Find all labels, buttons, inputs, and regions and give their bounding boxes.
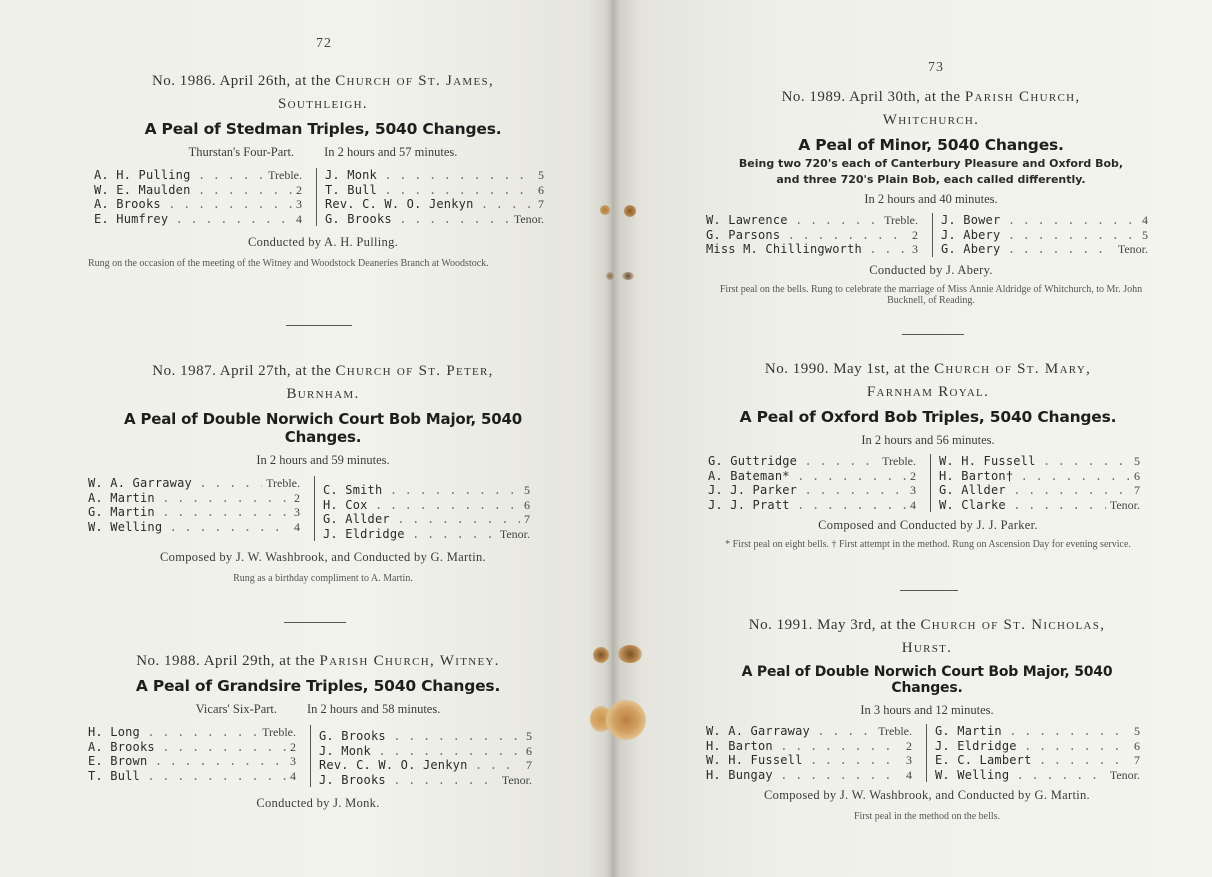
- ringer-name: H. Bungay . . .: [706, 768, 902, 783]
- ringer-row: [708, 498, 916, 513]
- duration: In 3 hours and 12 minutes.: [860, 703, 994, 717]
- right-page: [612, 0, 1212, 877]
- ringer-row: [323, 483, 530, 498]
- heading-place: Church of St. Nicholas,: [920, 617, 1106, 633]
- heading-prefix: No. 1989. April 30th, at the: [781, 89, 965, 105]
- ringer-row: [941, 228, 1148, 243]
- section-divider: [286, 325, 352, 326]
- ringer-name: W. Welling . . .: [935, 768, 1106, 783]
- peal-entry-1989: [706, 86, 1156, 306]
- peal-meta: [706, 192, 1156, 207]
- bell-position: 7: [1134, 483, 1140, 497]
- band-list: [88, 725, 548, 787]
- peal-title: A Peal of Minor, 5040 Changes.: [798, 136, 1064, 154]
- peal-meta: [88, 145, 558, 160]
- bell-position: 6: [524, 497, 530, 512]
- bell-position: 5: [1142, 227, 1148, 242]
- peal-title: A Peal of Stedman Triples, 5040 Changes.: [144, 120, 502, 138]
- ringer-row: [323, 512, 530, 527]
- ringer-row: [94, 183, 302, 198]
- bell-position: Treble.: [884, 213, 918, 227]
- ringer-name: Rev. C. W. O. Jenkyn . . .: [319, 758, 522, 773]
- bell-position: 6: [1134, 738, 1140, 753]
- ringer-row: [325, 212, 544, 227]
- stain-mark: [606, 700, 646, 740]
- duration: In 2 hours and 58 minutes.: [307, 702, 441, 716]
- ringer-name: J. Abery . . .: [941, 228, 1138, 243]
- ringer-name: H. Cox . . .: [323, 498, 520, 513]
- ringer-row: [708, 469, 916, 484]
- band-list: [708, 454, 1148, 512]
- ringer-name: A. Brooks . . .: [88, 740, 286, 755]
- band-column-left: [88, 725, 310, 787]
- stain-mark: [593, 647, 609, 663]
- conductor-line: Conducted by A. H. Pulling.: [247, 235, 399, 249]
- peal-entry-1987: [86, 360, 560, 584]
- bell-position: 7: [526, 758, 532, 772]
- duration: In 2 hours and 40 minutes.: [864, 192, 998, 206]
- ringer-row: [88, 725, 296, 740]
- bell-position: 2: [912, 227, 918, 242]
- bell-position: Treble.: [882, 454, 916, 468]
- ringer-row: [708, 454, 916, 469]
- ringer-name: Rev. C. W. O. Jenkyn . . .: [325, 197, 534, 212]
- peal-title: A Peal of Double Norwich Court Bob Major, 5040 Changes.: [124, 410, 522, 446]
- bell-position: Tenor.: [513, 211, 544, 226]
- bell-position: 3: [290, 754, 296, 768]
- ringer-row: [319, 773, 532, 788]
- heading-line2: Hurst.: [901, 640, 953, 656]
- bell-position: 3: [296, 197, 302, 211]
- peal-entry-1991: [706, 614, 1148, 822]
- ringer-row: [88, 476, 300, 491]
- heading-line2: Whitchurch.: [882, 112, 980, 128]
- heading-line2: Farnham Royal.: [866, 384, 990, 400]
- heading-place: Church of St. Mary,: [934, 361, 1092, 377]
- conductor-line: Composed by J. W. Washbrook, and Conducted by G. Martin.: [764, 788, 1090, 802]
- ringer-row: [94, 197, 302, 212]
- ringer-name: G. Guttridge . . .: [708, 454, 878, 469]
- bell-position: 7: [538, 197, 544, 211]
- ringer-name: G. Parsons . . .: [706, 228, 908, 243]
- bell-position: 6: [1134, 468, 1140, 483]
- ringer-name: J. Monk . . .: [325, 168, 534, 183]
- composition: Vicars' Six-Part.: [195, 702, 278, 716]
- ringer-row: [319, 744, 532, 759]
- ringer-name: H. Barton† . . .: [939, 469, 1130, 484]
- ringer-name: W. H. Fussell . . .: [939, 454, 1130, 469]
- page-number: 72: [316, 36, 332, 51]
- conductor-line: Composed by J. W. Washbrook, and Conducted by G. Martin.: [160, 550, 486, 564]
- bell-position: 2: [906, 738, 912, 753]
- ringer-row: [88, 520, 300, 535]
- bell-position: Tenor.: [1117, 242, 1148, 256]
- ringer-name: A. Brooks . . .: [94, 197, 292, 212]
- ringer-row: [706, 242, 918, 257]
- bell-position: 6: [538, 182, 544, 197]
- heading-place: Parish Church, Witney.: [319, 653, 500, 669]
- peal-entry-1986: [88, 70, 558, 269]
- ringer-name: W. Clarke . . .: [939, 498, 1106, 513]
- bell-position: Treble.: [878, 724, 912, 738]
- bell-position: 2: [290, 739, 296, 754]
- band-column-right: [930, 454, 1140, 512]
- ringer-name: G. Martin . . .: [935, 724, 1130, 739]
- band-column-left: [706, 724, 926, 782]
- bell-position: 2: [294, 490, 300, 505]
- ringer-name: W. A. Garraway . . .: [88, 476, 262, 491]
- entry-heading: [88, 70, 558, 116]
- bell-position: 4: [296, 211, 302, 226]
- band-list: [706, 724, 1148, 782]
- heading-prefix: No. 1991. May 3rd, at the: [748, 617, 921, 633]
- page-number: 73: [928, 60, 944, 75]
- bell-position: 4: [290, 768, 296, 783]
- section-divider: [900, 590, 958, 591]
- ringer-row: [939, 454, 1140, 469]
- entry-heading: [86, 360, 560, 406]
- bell-position: Tenor.: [501, 772, 532, 787]
- band-list: [706, 213, 1156, 257]
- ringer-name: G. Brooks . . .: [325, 212, 510, 227]
- peal-meta: [86, 453, 560, 468]
- ringer-name: A. Bateman* . . .: [708, 469, 906, 484]
- ringer-name: E. Brown . . .: [88, 754, 286, 769]
- ringer-row: [706, 724, 912, 739]
- bell-position: 3: [912, 242, 918, 256]
- ringer-name: A. H. Pulling . . .: [94, 168, 264, 183]
- duration: In 2 hours and 59 minutes.: [256, 453, 390, 467]
- ringer-name: J. J. Parker . . .: [708, 483, 906, 498]
- band-column-right: [314, 476, 530, 541]
- ringer-name: J. J. Pratt . . .: [708, 498, 906, 513]
- ringer-name: C. Smith . . .: [323, 483, 520, 498]
- ringer-row: [94, 212, 302, 227]
- peal-meta: [706, 703, 1148, 718]
- stain-mark: [622, 272, 634, 280]
- stain-mark: [618, 645, 642, 663]
- bell-position: Tenor.: [1109, 497, 1140, 512]
- band-column-left: [706, 213, 932, 257]
- entry-heading: [706, 86, 1156, 132]
- ringer-name: E. Humfrey . . .: [94, 212, 292, 227]
- bell-position: 5: [526, 729, 532, 743]
- book-gutter: [606, 0, 620, 877]
- ringer-name: J. Bower . . .: [941, 213, 1138, 228]
- band-column-right: [932, 213, 1148, 257]
- ringer-name: T. Bull . . .: [325, 183, 534, 198]
- ringer-row: [319, 758, 532, 773]
- peal-title: A Peal of Grandsire Triples, 5040 Changes.: [135, 677, 501, 695]
- heading-prefix: No. 1990. May 1st, at the: [764, 361, 935, 377]
- ringer-name: A. Martin . . .: [88, 491, 290, 506]
- ringer-name: T. Bull . . .: [88, 769, 286, 784]
- composition: Thurstan's Four-Part.: [188, 145, 295, 159]
- ringer-row: [935, 753, 1140, 768]
- section-divider: [284, 622, 346, 623]
- ringer-name: H. Long . . .: [88, 725, 258, 740]
- ringer-row: [325, 168, 544, 183]
- ringer-name: G. Allder . . .: [939, 483, 1130, 498]
- ringer-name: J. Monk . . .: [319, 744, 522, 759]
- bell-position: Tenor.: [1109, 767, 1140, 782]
- bell-position: 4: [1142, 213, 1148, 227]
- band-column-left: [708, 454, 930, 512]
- heading-line2: Southleigh.: [278, 96, 368, 112]
- footnote: Rung as a birthday compliment to A. Martin.: [233, 573, 413, 584]
- bell-position: 4: [906, 767, 912, 782]
- stain-mark: [600, 205, 610, 215]
- ringer-row: [939, 498, 1140, 513]
- ringer-row: [935, 724, 1140, 739]
- ringer-name: W. E. Maulden . . .: [94, 183, 292, 198]
- ringer-row: [935, 768, 1140, 783]
- ringer-row: [88, 769, 296, 784]
- entry-heading: [708, 358, 1148, 404]
- footnote: First peal on the bells. Rung to celebrate the marriage of Miss Annie Aldridge of Whitchurch, to Mr. John Bucknell, of Reading.: [719, 283, 1143, 306]
- ringer-row: [94, 168, 302, 183]
- bell-position: 5: [524, 483, 530, 497]
- bell-position: 7: [524, 512, 530, 526]
- conductor-line: Conducted by J. Abery.: [869, 262, 993, 277]
- ringer-row: [941, 242, 1148, 257]
- ringer-name: W. H. Fussell . . .: [706, 753, 902, 768]
- peal-entry-1990: [708, 358, 1148, 550]
- ringer-name: W. Welling . . .: [88, 520, 290, 535]
- ringer-row: [935, 739, 1140, 754]
- heading-prefix: No. 1988. April 29th, at the: [136, 653, 320, 669]
- heading-place: Church of St. James,: [335, 73, 495, 89]
- band-column-right: [926, 724, 1140, 782]
- heading-prefix: No. 1986. April 26th, at the: [151, 73, 336, 89]
- ringer-row: [88, 740, 296, 755]
- ringer-row: [88, 754, 296, 769]
- ringer-row: [939, 469, 1140, 484]
- bell-position: Treble.: [266, 476, 300, 490]
- ringer-row: [319, 729, 532, 744]
- ringer-name: G. Allder . . .: [323, 512, 520, 527]
- ringer-row: [325, 197, 544, 212]
- ringer-row: [325, 183, 544, 198]
- ringer-row: [323, 527, 530, 542]
- peal-entry-1988: [88, 650, 548, 811]
- bell-position: 5: [1134, 724, 1140, 738]
- peal-meta: [88, 702, 548, 717]
- ringer-name: E. C. Lambert . . .: [935, 753, 1130, 768]
- heading-place: Church of St. Peter,: [335, 363, 494, 379]
- ringer-row: [323, 498, 530, 513]
- ringer-row: [706, 768, 912, 783]
- heading-prefix: No. 1987. April 27th, at the: [152, 363, 336, 379]
- band-column-right: [310, 725, 532, 787]
- entry-heading: [88, 650, 548, 673]
- bell-position: Tenor.: [499, 526, 530, 541]
- conductor-line: Conducted by J. Monk.: [256, 796, 380, 810]
- bell-position: 3: [910, 483, 916, 497]
- bell-position: 5: [538, 168, 544, 182]
- band-column-left: [88, 476, 314, 541]
- ringer-row: [88, 505, 300, 520]
- bell-position: 5: [1134, 454, 1140, 468]
- ringer-name: G. Brooks . . .: [319, 729, 522, 744]
- bell-position: 4: [910, 497, 916, 512]
- band-column-right: [316, 168, 544, 226]
- peal-title: A Peal of Double Norwich Court Bob Major, 5040 Changes.: [741, 664, 1113, 696]
- heading-line2: Burnham.: [286, 386, 360, 402]
- heading-place: Parish Church,: [964, 89, 1081, 105]
- bell-position: 7: [1134, 753, 1140, 767]
- ringer-name: J. Eldridge . . .: [935, 739, 1130, 754]
- ringer-name: G. Abery . . .: [941, 242, 1114, 257]
- footnote: * First peal on eight bells. † First attempt in the method. Rung on Ascension Day for evening service.: [725, 539, 1131, 550]
- ringer-row: [706, 753, 912, 768]
- stain-mark: [624, 205, 636, 217]
- peal-title: A Peal of Oxford Bob Triples, 5040 Changes.: [739, 408, 1117, 426]
- ringer-row: [941, 213, 1148, 228]
- band-list: [94, 168, 558, 226]
- duration: In 2 hours and 57 minutes.: [324, 145, 458, 159]
- section-divider: [902, 334, 964, 335]
- ringer-name: W. A. Garraway . . .: [706, 724, 874, 739]
- ringer-name: J. Eldridge . . .: [323, 527, 496, 542]
- bell-position: Treble.: [268, 168, 302, 182]
- ringer-row: [706, 739, 912, 754]
- ringer-row: [88, 491, 300, 506]
- band-column-left: [94, 168, 316, 226]
- peal-subtitle: Being two 720's each of Canterbury Pleasure and Oxford Bob, and three 720's Plain Bob, each called differently.: [738, 157, 1124, 186]
- ringer-row: [706, 213, 918, 228]
- stain-mark: [606, 272, 614, 280]
- bell-position: 4: [294, 519, 300, 534]
- conductor-line: Composed and Conducted by J. J. Parker.: [818, 518, 1038, 532]
- ringer-name: H. Barton . . .: [706, 739, 902, 754]
- ringer-row: [706, 228, 918, 243]
- peal-meta: [708, 433, 1148, 448]
- ringer-name: G. Martin . . .: [88, 505, 290, 520]
- bell-position: 6: [526, 743, 532, 758]
- bell-position: 3: [906, 753, 912, 767]
- ringer-name: W. Lawrence . . .: [706, 213, 880, 228]
- band-list: [88, 476, 560, 541]
- footnote: First peal in the method on the bells.: [853, 811, 1001, 822]
- duration: In 2 hours and 56 minutes.: [861, 433, 995, 447]
- ringer-row: [708, 483, 916, 498]
- entry-heading: [706, 614, 1148, 660]
- bell-position: Treble.: [262, 725, 296, 739]
- bell-position: 3: [294, 505, 300, 519]
- ringer-name: Miss M. Chillingworth . . .: [706, 242, 908, 257]
- ringer-name: J. Brooks . . .: [319, 773, 498, 788]
- bell-position: 2: [910, 468, 916, 483]
- ringer-row: [939, 483, 1140, 498]
- bell-position: 2: [296, 182, 302, 197]
- footnote: Rung on the occasion of the meeting of the Witney and Woodstock Deaneries Branch at Woodstock.: [88, 258, 489, 269]
